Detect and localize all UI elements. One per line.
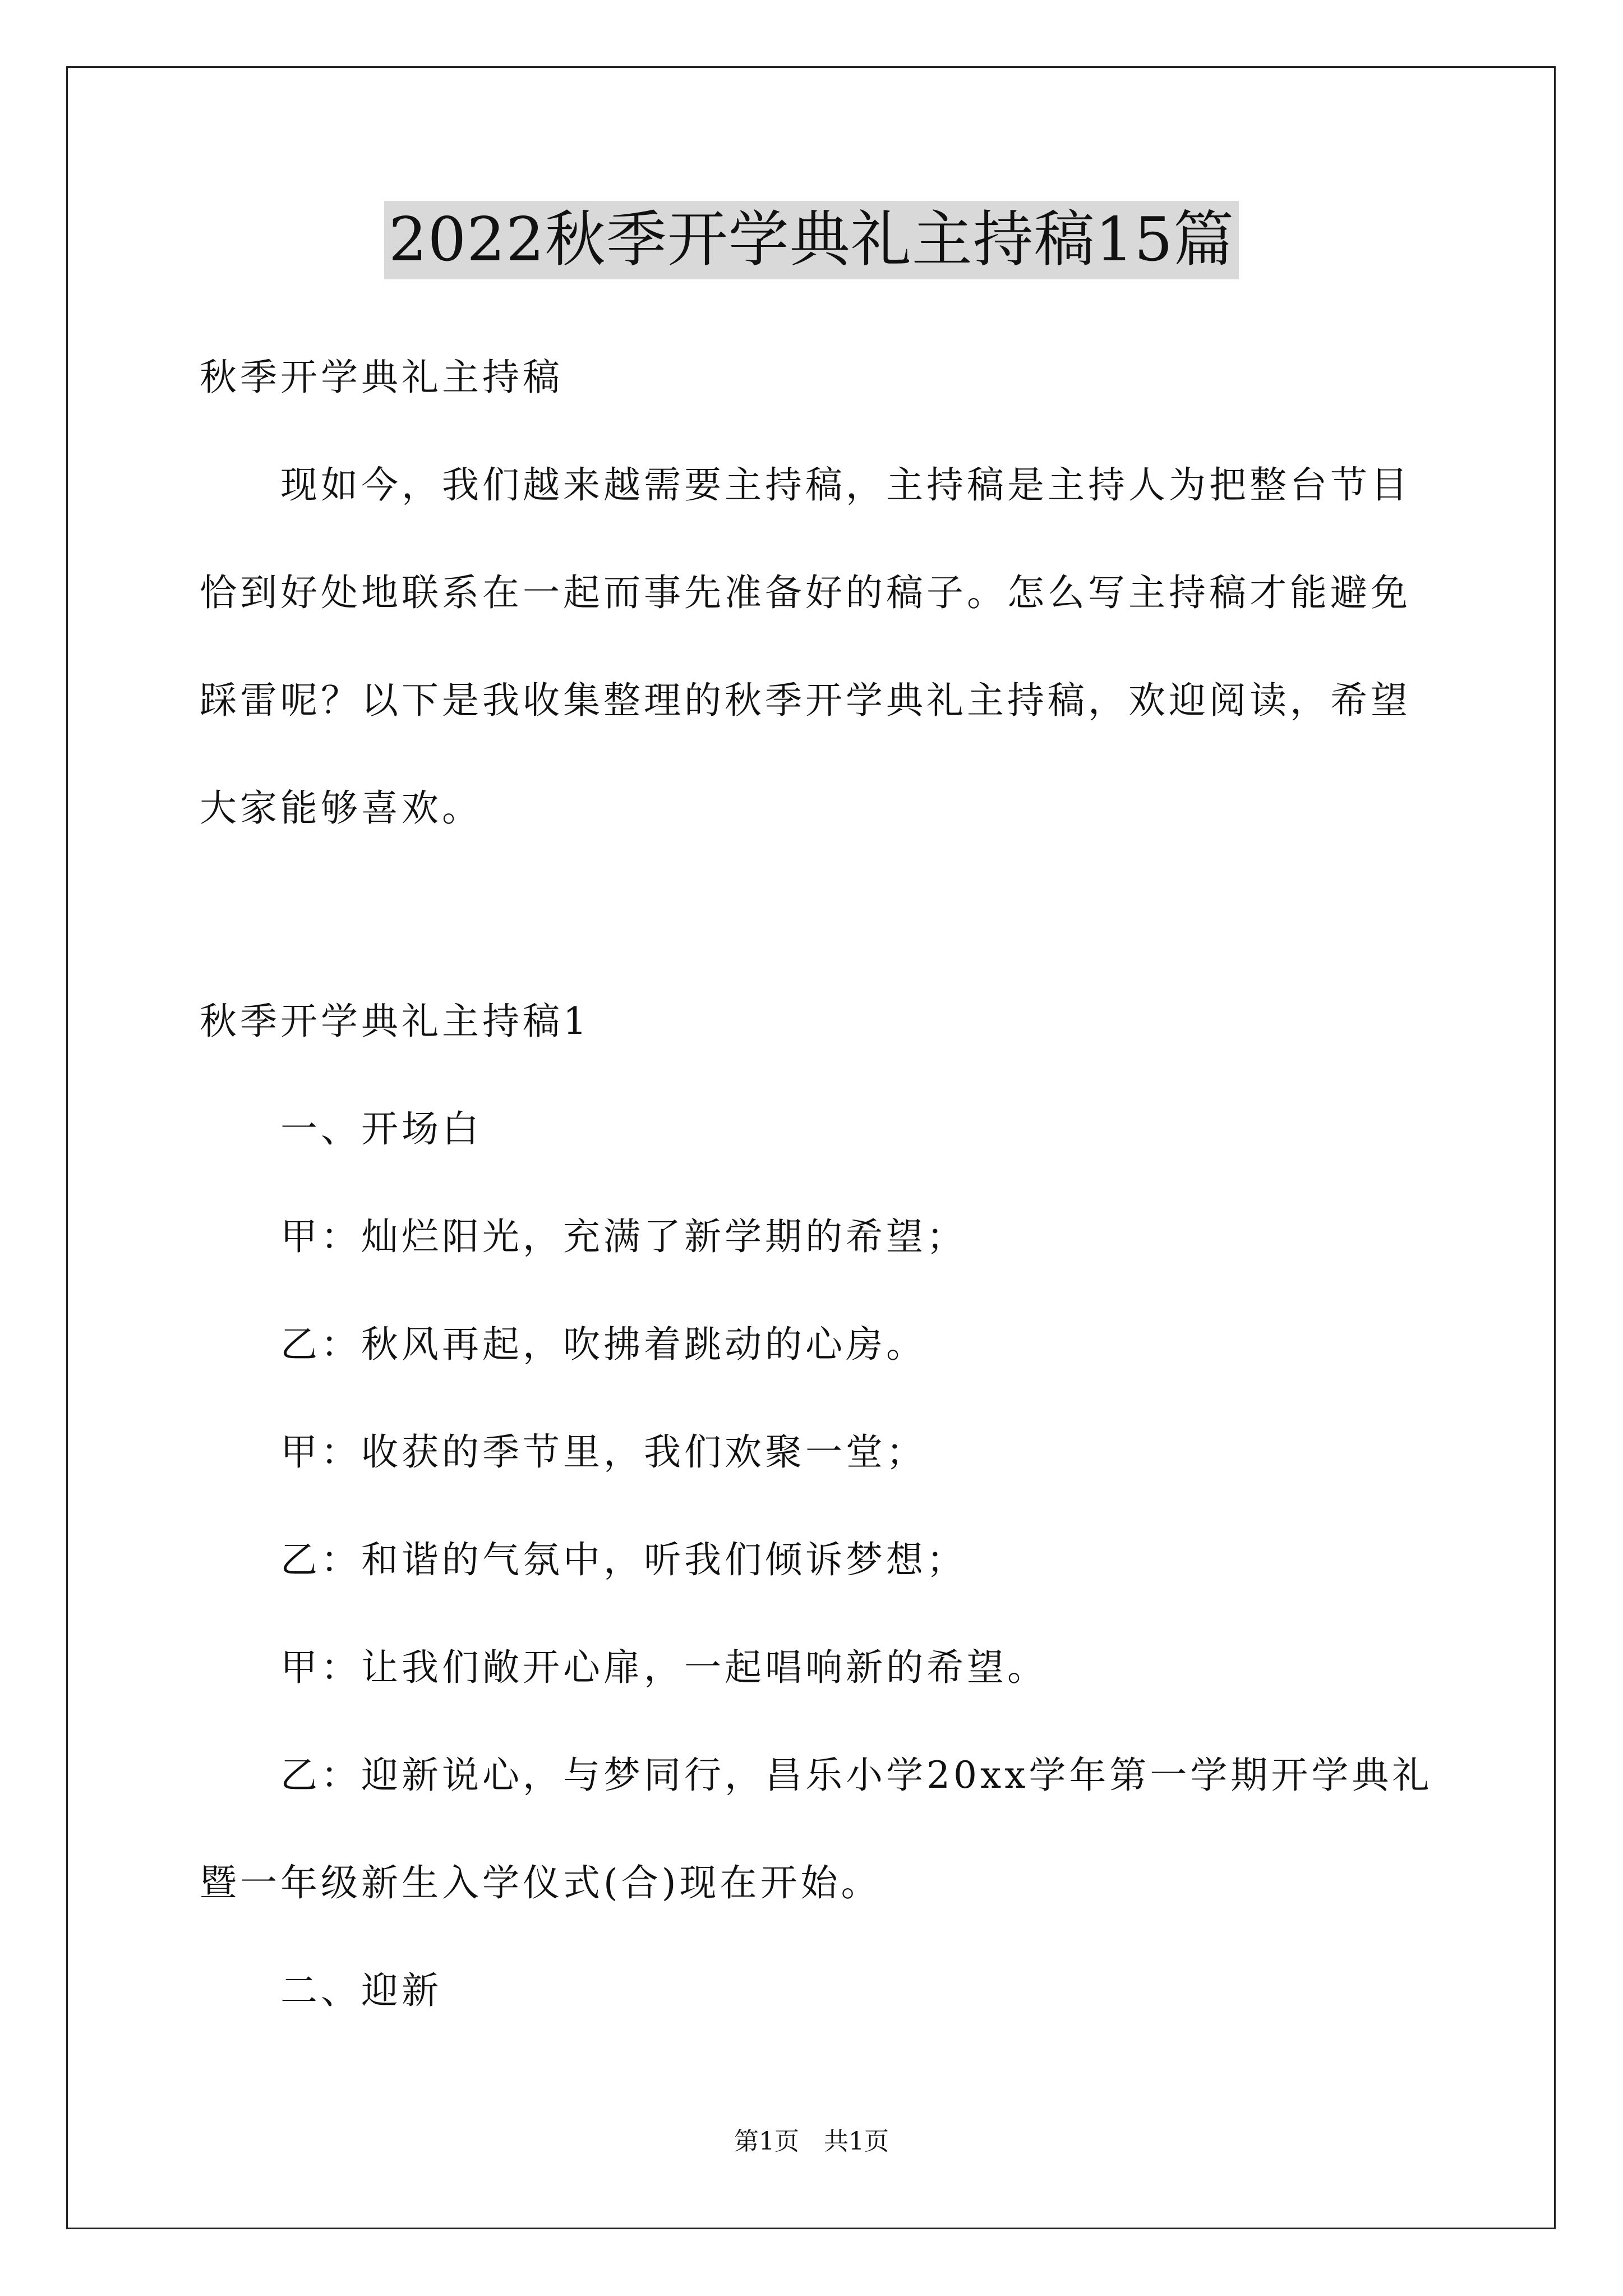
dialogue-line: 甲：收获的季节里，我们欢聚一堂； — [280, 1430, 926, 1474]
page-number: 第1页 共1页 — [734, 2127, 889, 2156]
dialogue-line: 乙：秋风再起，吹拂着跳动的心房。 — [280, 1323, 926, 1366]
paragraph-line: 恰到好处地联系在一起而事先准备好的稿子。怎么写主持稿才能避免 — [200, 571, 1411, 614]
dialogue-line: 乙：和谐的气氛中，听我们倾诉梦想； — [280, 1538, 967, 1581]
dialogue-line: 甲：让我们敞开心扉，一起唱响新的希望。 — [280, 1646, 1048, 1689]
paragraph-line: 踩雷呢？以下是我收集整理的秋季开学典礼主持稿，欢迎阅读，希望 — [200, 679, 1411, 722]
paragraph-line: 现如今，我们越来越需要主持稿，主持稿是主持人为把整台节目 — [280, 463, 1411, 507]
section-heading: 秋季开学典礼主持稿1 — [200, 1000, 590, 1043]
section-heading: 秋季开学典礼主持稿 — [200, 356, 563, 399]
dialogue-line: 甲：灿烂阳光，充满了新学期的希望； — [280, 1215, 967, 1258]
dialogue-line: 暨一年级新生入学仪式(合)现在开始。 — [200, 1861, 882, 1904]
paragraph-line: 大家能够喜欢。 — [200, 786, 482, 830]
subsection-heading: 一、开场白 — [280, 1107, 482, 1151]
dialogue-line: 乙：迎新说心，与梦同行，昌乐小学20xx学年第一学期开学典礼 — [280, 1754, 1433, 1797]
title-container — [0, 201, 1623, 279]
document-title: 2022秋季开学典礼主持稿15篇 — [384, 201, 1239, 279]
subsection-heading: 二、迎新 — [280, 1969, 442, 2012]
